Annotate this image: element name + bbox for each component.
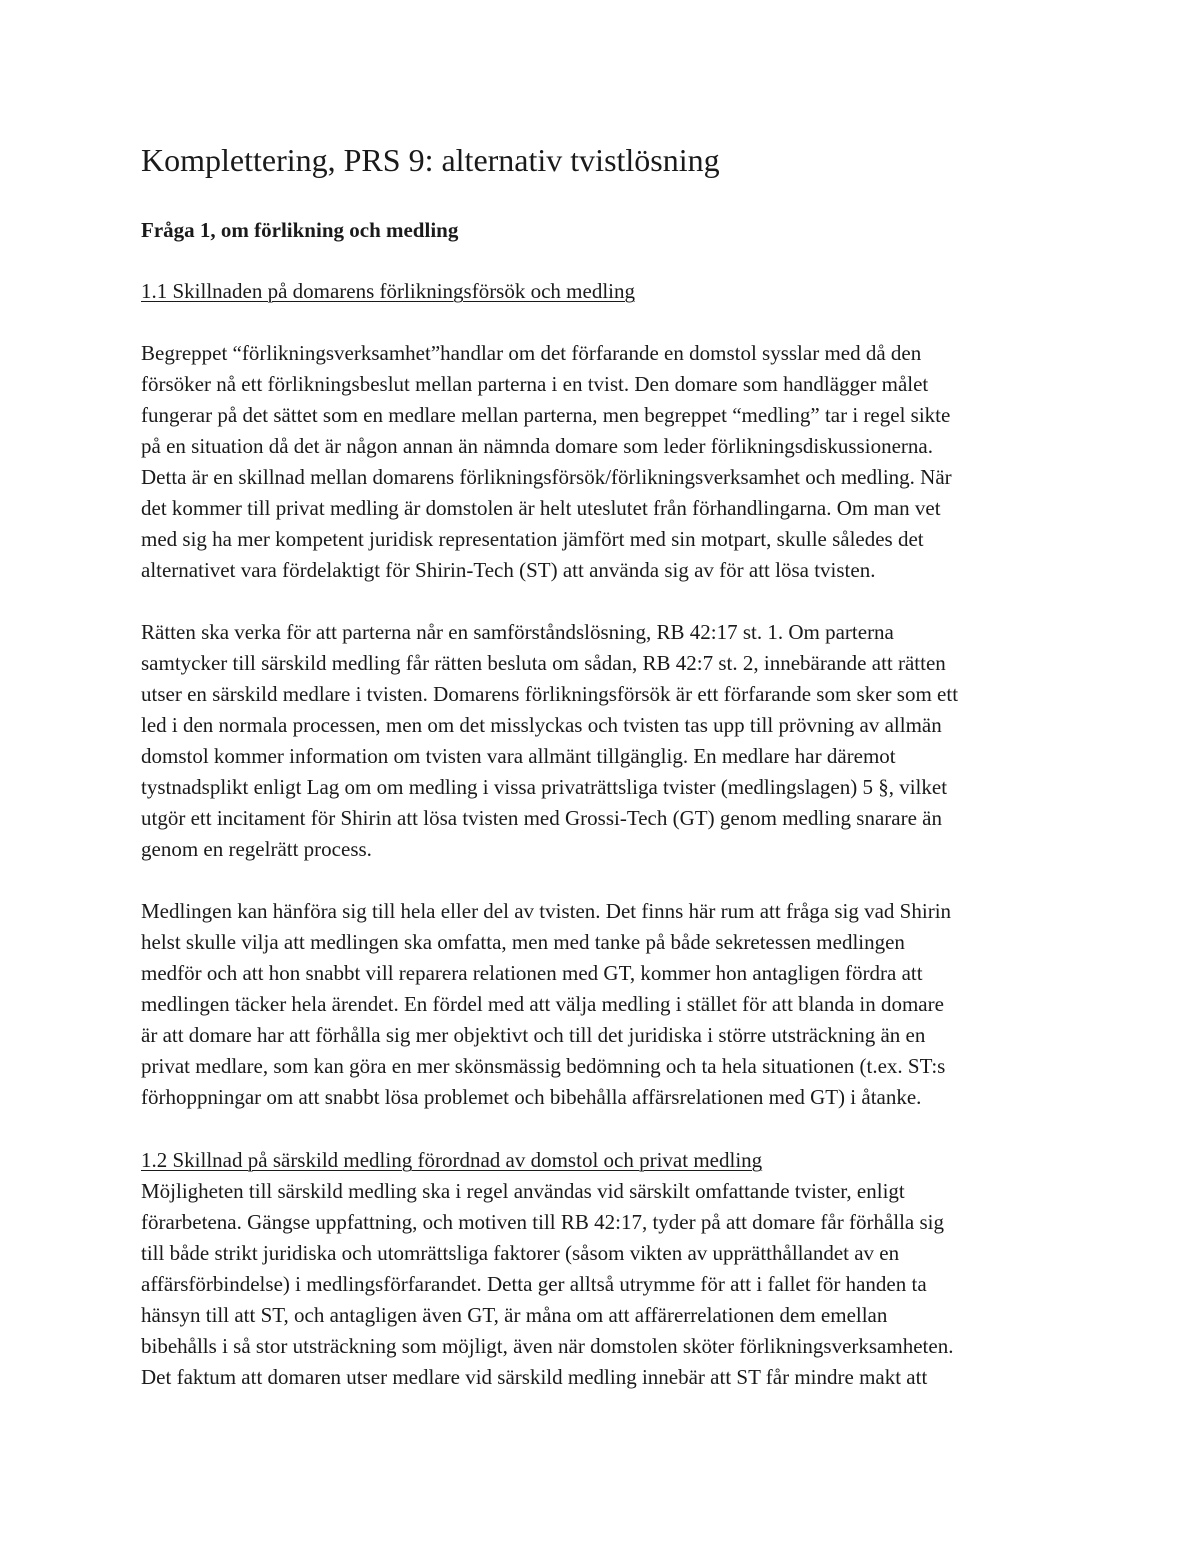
paragraph-3: [141, 896, 951, 1113]
text-line: medlingen täcker hela ärendet. En fördel med att välja medling i stället för att blanda in domare: [141, 992, 944, 1016]
page-title: Komplettering, PRS 9: alternativ tvistlösning: [141, 142, 720, 178]
section-1-2-heading: 1.2 Skillnad på särskild medling förordnad av domstol och privat medling: [141, 1148, 763, 1172]
text-line: alternativet vara fördelaktigt för Shirin-Tech (ST) att använda sig av för att lösa tvisten.: [141, 558, 876, 582]
text-line: affärsförbindelse) i medlingsförfarandet. Detta ger alltså utrymme för att i fallet för handen ta: [141, 1272, 927, 1296]
text-line: medför och att hon snabbt vill reparera relationen med GT, kommer hon antagligen fördra att: [141, 961, 923, 985]
paragraph-2: [141, 617, 958, 865]
text-line: är att domare har att förhålla sig mer objektivt och till det juridiska i större utsträckning än en: [141, 1023, 926, 1047]
text-line: på en situation då det är någon annan än nämnda domare som leder förlikningsdiskussionerna.: [141, 434, 933, 458]
text-line: Rätten ska verka för att parterna når en samförståndslösning, RB 42:17 st. 1. Om parterna: [141, 620, 894, 644]
text-line: tystnadsplikt enligt Lag om om medling i vissa privaträttsliga tvister (medlingslagen) 5 §, vilket: [141, 775, 948, 799]
text-line: led i den normala processen, men om det misslyckas och tvisten tas upp till prövning av allmän: [141, 713, 942, 737]
text-line: förhoppningar om att snabbt lösa problemet och bibehålla affärsrelationen med GT) i åtanke.: [141, 1085, 922, 1109]
text-line: med sig ha mer kompetent juridisk representation jämfört med sin motpart, skulle således det: [141, 527, 924, 551]
question-heading: Fråga 1, om förlikning och medling: [141, 218, 459, 242]
text-line: bibehålls i så stor utsträckning som möjligt, även när domstolen sköter förlikningsverksamheten.: [141, 1334, 954, 1358]
text-line: Begreppet “förlikningsverksamhet”handlar om det förfarande en domstol sysslar med då den: [141, 341, 922, 365]
text-line: domstol kommer information om tvisten vara allmänt tillgänglig. En medlare har däremot: [141, 744, 896, 768]
text-line: fungerar på det sättet som en medlare mellan parterna, men begreppet “medling” tar i regel sikte: [141, 403, 951, 427]
paragraph-1: [141, 338, 952, 586]
text-line: Möjligheten till särskild medling ska i regel användas vid särskilt omfattande tvister, enligt: [141, 1179, 905, 1203]
text-line: samtycker till särskild medling får rätten besluta om sådan, RB 42:7 st. 2, innebärande att rätten: [141, 651, 946, 675]
text-line: Medlingen kan hänföra sig till hela eller del av tvisten. Det finns här rum att fråga sig vad Shirin: [141, 899, 952, 923]
text-line: Detta är en skillnad mellan domarens förlikningsförsök/förlikningsverksamhet och medling. När: [141, 465, 952, 489]
text-line: det kommer till privat medling är domstolen är helt uteslutet från förhandlingarna. Om man vet: [141, 496, 941, 520]
text-line: till både strikt juridiska och utomrättsliga faktorer (såsom vikten av upprätthållandet av en: [141, 1241, 900, 1265]
text-line: hänsyn till att ST, och antagligen även GT, är måna om att affärerrelationen dem emellan: [141, 1303, 888, 1327]
section-1-1-heading: 1.1 Skillnaden på domarens förlikningsförsök och medling: [141, 279, 636, 303]
text-line: försöker nå ett förlikningsbeslut mellan parterna i en tvist. Den domare som handlägger målet: [141, 372, 929, 396]
text-line: utgör ett incitament för Shirin att lösa tvisten med Grossi-Tech (GT) genom medling snarare än: [141, 806, 942, 830]
paragraph-4: [141, 1176, 953, 1393]
text-line: helst skulle vilja att medlingen ska omfatta, men med tanke på både sekretessen medlingen: [141, 930, 905, 954]
text-line: utser en särskild medlare i tvisten. Domarens förlikningsförsök är ett förfarande som sker som ett: [141, 682, 959, 706]
text-line: genom en regelrätt process.: [141, 837, 372, 861]
text-line: Det faktum att domaren utser medlare vid särskild medling innebär att ST får mindre makt att: [141, 1365, 928, 1389]
text-line: privat medlare, som kan göra en mer skönsmässig bedömning och ta hela situationen (t.ex. ST:s: [141, 1054, 946, 1078]
text-line: förarbetena. Gängse uppfattning, och motiven till RB 42:17, tyder på att domare får förhålla sig: [141, 1210, 945, 1234]
